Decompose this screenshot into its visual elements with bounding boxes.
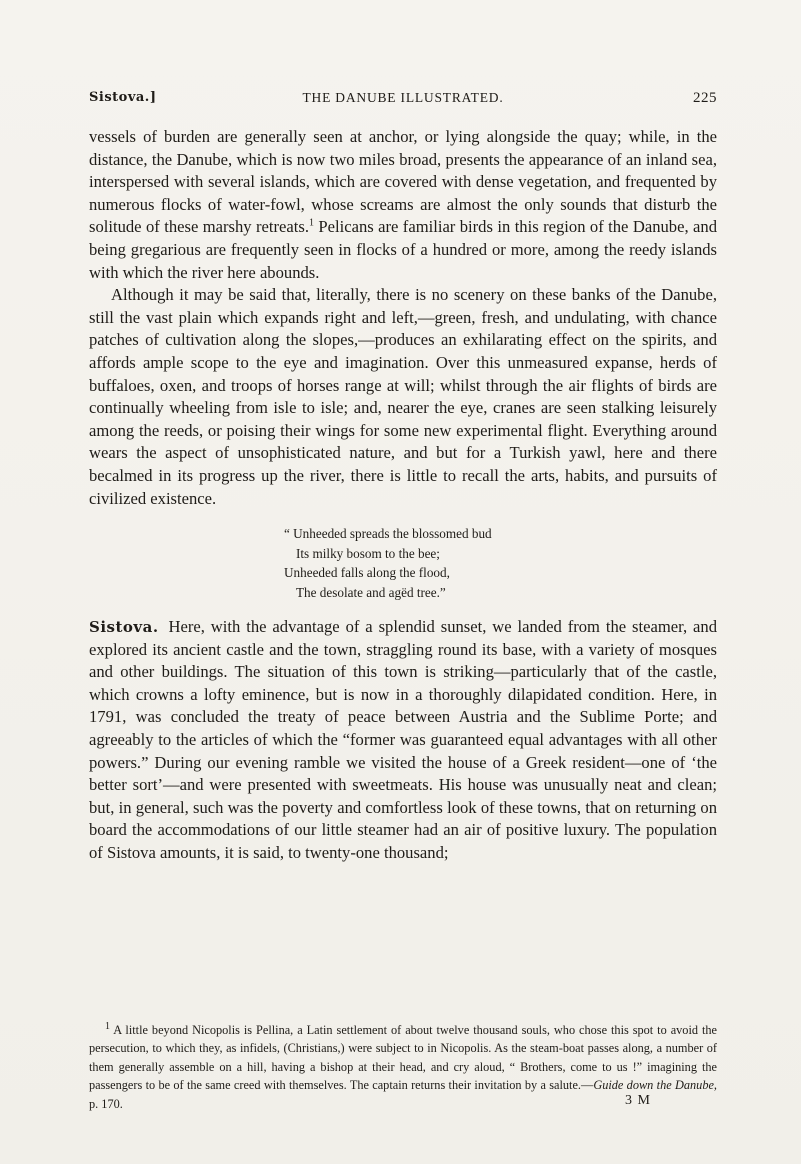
footnote-source: Guide down the Danube, xyxy=(593,1078,717,1093)
paragraph-1-text: vessels of burden are generally seen at anchor, or lying alongside the quay; while, in the distance, the Danube, which is now two miles broad, presents the appearance of an inland sea, interspersed with several islands, which are covered with dense vegetation, and frequented by numerous flocks of water-fowl, whose screams are almost the only sounds that disturb the solitude of these marshy retreats. xyxy=(89,127,717,237)
running-header xyxy=(89,90,717,112)
printer-signature-mark: 3 M xyxy=(625,1093,651,1108)
footnote-reference: 1 xyxy=(308,217,314,229)
paragraph-3-text: Here, with the advantage of a splendid sunset, we landed from the steamer, and explored its ancient castle and the town, straggling round its base, with a variety of mosques and other buildings. The situation of this town is striking—particularly that of the castle, which crowns a lofty eminence, but is now in a thoroughly dilapidated condition. Here, in 1791, was concluded the treaty of peace between Austria and the Sublime Porte; and agreeably to the articles of which the “former was guaranteed equal advantages with all other powers.” During our evening ramble we visited the house of a Greek resident—one of ‘the better sort’—and were presented with sweetmeats. His house was unusually neat and clean; but, in general, such was the poverty and comfortless look of these towns, that on returning on board the accommodations of our little steamer had an air of positive luxury. The population of Sistova amounts, it is said, to twenty-one thousand; xyxy=(89,617,717,863)
section-place-name: Sistova. xyxy=(89,618,159,637)
footnote-page: p. 170. xyxy=(89,1096,123,1111)
header-book-title: THE DANUBE ILLUSTRATED. xyxy=(302,90,504,105)
paragraph-2: Although it may be said that, literally, there is no scenery on these banks of the Danube, still the vast plain which expands right and left,—green, fresh, and undulating, with chance patches of cultivation along the slopes,—produces an exhilarating effect on the spirits, and affords ample scope to the eye and imagination. Over this unmeasured expanse, herds of buffaloes, oxen, and troops of horses range at will; whilst through the air flights of birds are continually wheeling from isle to isle; and, nearer the eye, cranes are seen stalking leisurely among the reeds, or poising their wings for some new experimental flight. Everything around wears the aspect of unsophisticated nature, and but for a Turkish yawl, here and there becalmed in its progress up the river, there is little to recall the arts, habits, and pursuits of civilized existence. xyxy=(89,285,717,508)
page-number: 225 xyxy=(693,90,717,106)
paragraph-1-continuation: Pelicans are familiar birds in this region of the Danube, and being gregarious are frequently seen in flocks of a hundred or more, among the reedy islands with which the river here abounds. xyxy=(89,217,717,282)
verse-quotation xyxy=(284,524,717,602)
footnote xyxy=(89,1021,717,1113)
verse-line-4: The desolate and agëd tree.” xyxy=(296,584,446,600)
footnote-marker: 1 xyxy=(105,1020,110,1032)
verse-line-1: “ Unheeded spreads the blossomed bud xyxy=(284,526,492,542)
header-section-name: Sistova.] xyxy=(89,90,157,105)
verse-line-3: Unheeded falls along the flood, xyxy=(284,565,450,581)
main-text xyxy=(89,126,717,865)
footnote-text xyxy=(89,1021,717,1113)
paragraph-1 xyxy=(89,126,717,284)
verse-line-2: Its milky bosom to the bee; xyxy=(296,545,440,561)
paragraph-3 xyxy=(89,616,717,865)
footnote-body: A little beyond Nicopolis is Pellina, a Latin settlement of about twelve thousand souls, who chose this spot to avoid the persecution, to which they, as infidels, (Christians,) were subject to in Nicopolis. As the steam-boat passes along, a number of them generally assemble on a hill, having a bishop at their head, and cry aloud, “ Brothers, come to us !” imagining the passengers to be of the same creed with themselves. The captain returns their invitation by a salute.— xyxy=(89,1023,717,1093)
